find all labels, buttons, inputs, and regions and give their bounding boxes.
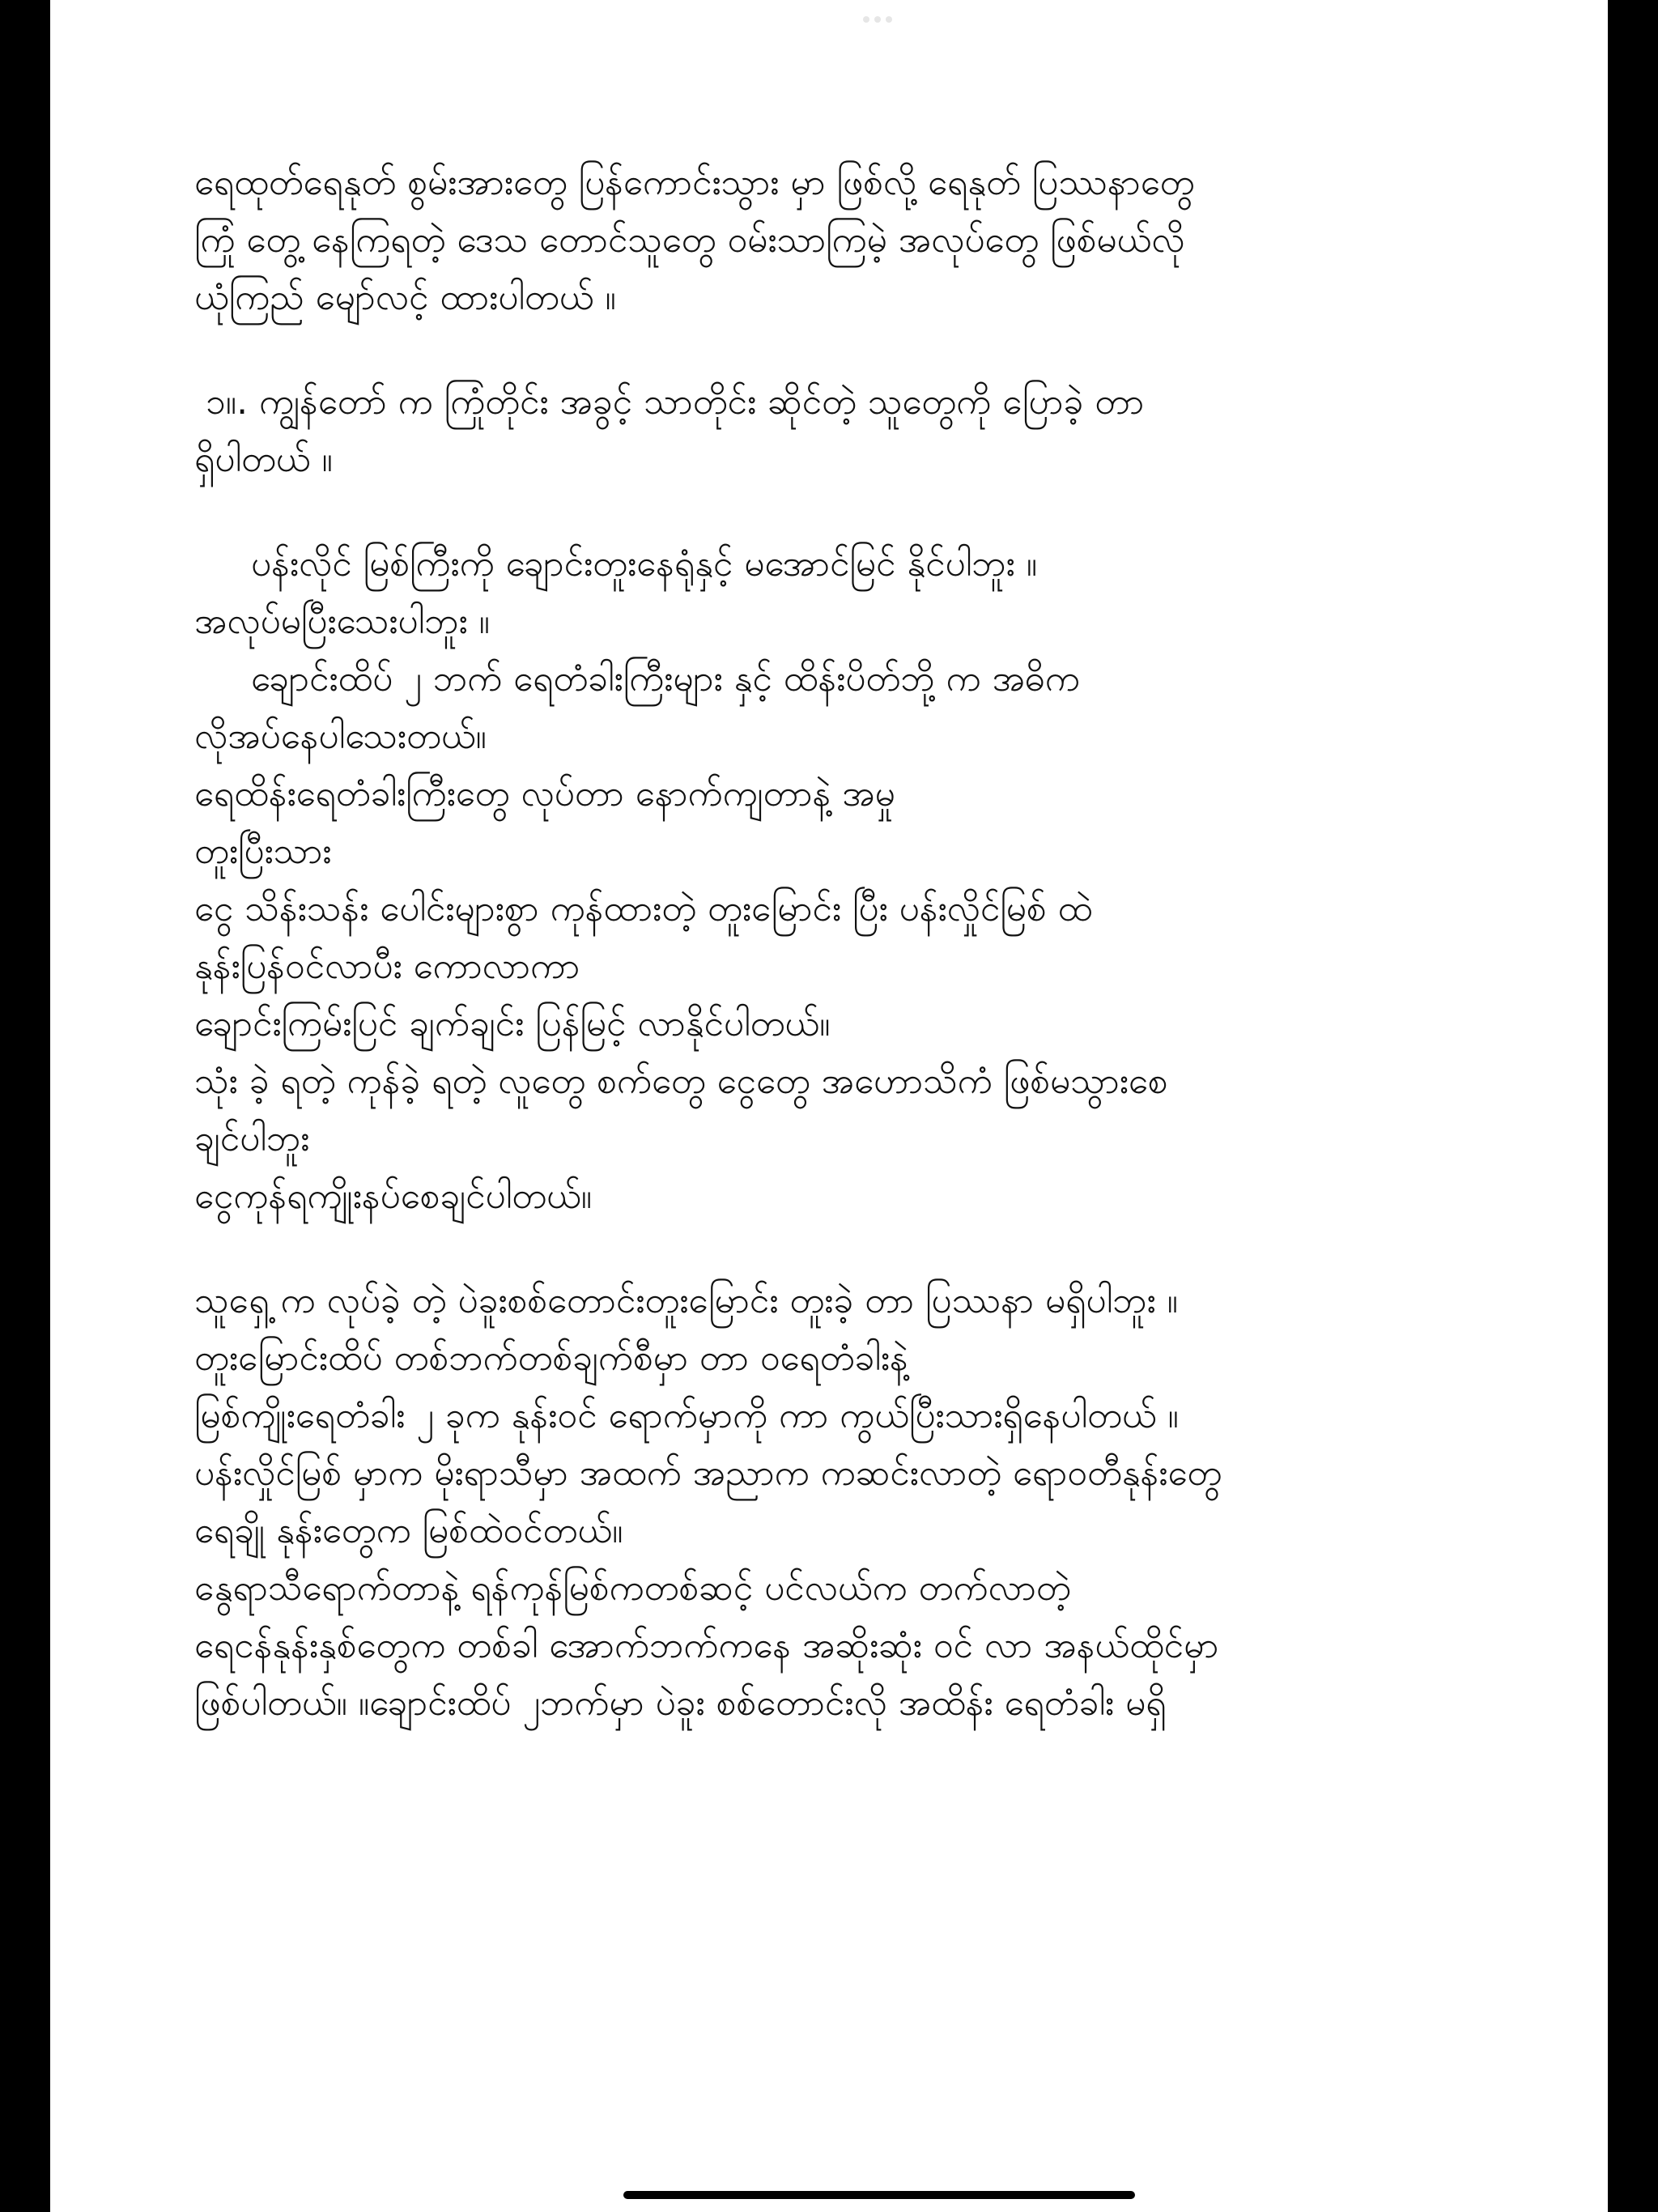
- paragraph-gap: [194, 326, 1554, 373]
- text-line: သူရှေ့ က လုပ်ခဲ့ တဲ့ ပဲခူးစစ်တောင်းတူးမြောင်း တူးခဲ့ တာ ပြဿနာ မရှိပါဘူး ။: [194, 1280, 1178, 1321]
- text-line: ၁။. ကျွန်တော် က ကြုံတိုင်း အခွင့် သာတိုင်း ဆိုင်တဲ့ သူတွေကို ပြောခဲ့ တာ: [206, 381, 1145, 423]
- paragraph-3: [194, 535, 1554, 1225]
- text-line: နုန်းပြန်ဝင်လာပီး ကောလာကာ: [194, 946, 580, 987]
- text-line: မြစ်ကျိုးရေတံခါး ၂ ခုက နုန်းဝင် ရောက်မှာကို ကာ ကွယ်ပြီးသားရှိနေပါတယ် ။: [194, 1395, 1179, 1436]
- document-page[interactable]: [50, 0, 1608, 2212]
- text-line: ပန်းလိုင် မြစ်ကြီးကို ချောင်းတူးနေရုံနှင့် မအောင်မြင် နိုင်ပါဘူး ။: [251, 543, 1038, 585]
- text-line: အလုပ်မပြီးသေးပါဘူး ။: [194, 601, 490, 642]
- text-line: ရေထုတ်ရေနုတ် စွမ်းအားတွေ ပြန်ကောင်းသွား မှာ ဖြစ်လို့ ရေနုတ် ပြဿနာတွေ: [194, 162, 1195, 203]
- top-drag-handle[interactable]: [863, 16, 892, 23]
- text-line: ပန်းလှိုင်မြစ် မှာက မိုးရာသီမှာ အထက် အညာက ကဆင်းလာတဲ့ ရောဝတီနုန်းတွေ: [194, 1453, 1222, 1494]
- handle-dot: [874, 16, 881, 23]
- text-line: ချောင်းထိပ် ၂ ဘက် ရေတံခါးကြီးများ နှင့် ထိန်းပိတ်ဘို့ က အဓိက: [251, 658, 1080, 700]
- paragraph-4: [194, 1272, 1554, 1732]
- text-line: ငွေ သိန်းသန်း ပေါင်းများစွာ ကုန်ထားတဲ့ တူးမြောင်း ပြီး ပန်းလှိုင်မြစ် ထဲ: [194, 888, 1093, 929]
- paragraph-gap: [194, 1225, 1554, 1272]
- text-line: ဖြစ်ပါတယ်။ ။ချောင်းထိပ် ၂ဘက်မှာ ပဲခူး စစ်တောင်းလို အထိန်း ရေတံခါး မရှိ: [194, 1682, 1167, 1724]
- handle-dot: [886, 16, 892, 23]
- text-line: သုံး ခဲ့ ရတဲ့ ကုန်ခဲ့ ရတဲ့ လူတွေ စက်တွေ ငွေတွေ အဟောသိကံ ဖြစ်မသွားစေ: [194, 1061, 1168, 1102]
- text-line: ရှိပါတယ် ။: [194, 439, 333, 480]
- text-line: ကြုံ တွေ့ နေကြရတဲ့ ဒေသ တောင်သူတွေ ဝမ်းသာကြမဲ့ အလုပ်တွေ ဖြစ်မယ်လို: [194, 219, 1185, 261]
- home-indicator-bar[interactable]: [623, 2191, 1135, 2199]
- text-line: လိုအပ်နေပါသေးတယ်။: [194, 716, 487, 757]
- paragraph-2: [194, 373, 1554, 488]
- text-line: တူးပြီးသား: [194, 831, 332, 872]
- text-line: ရေထိန်းရေတံခါးကြီးတွေ လုပ်တာ နောက်ကျတာနဲ့ အမှု: [194, 773, 895, 815]
- document-body: [194, 154, 1554, 1732]
- text-line: ရေချို နုန်းတွေက မြစ်ထဲဝင်တယ်။: [194, 1510, 623, 1551]
- text-line: ယုံကြည် မျော်လင့် ထားပါတယ် ။: [194, 277, 616, 318]
- text-line: ရေငန်နုန်းနှစ်တွေက တစ်ခါ အောက်ဘက်ကနေ အဆိုးဆုံး ဝင် လာ အနယ်ထိုင်မှာ: [194, 1625, 1219, 1666]
- text-line: နွေရာသီရောက်တာနဲ့ ရန်ကုန်မြစ်ကတစ်ဆင့် ပင်လယ်က တက်လာတဲ့: [194, 1568, 1071, 1609]
- text-line: ချင်ပါဘူး: [194, 1118, 310, 1159]
- text-line: ငွေကုန်ရကျိုးနပ်စေချင်ပါတယ်။: [194, 1176, 593, 1217]
- text-line: တူးမြောင်းထိပ် တစ်ဘက်တစ်ချက်စီမှာ တာ ဝရေတံခါးနဲ့: [194, 1338, 908, 1379]
- handle-dot: [863, 16, 869, 23]
- text-line: ချောင်းကြမ်းပြင် ချက်ချင်း ပြန်မြင့် လာနိုင်ပါတယ်။: [194, 1003, 831, 1044]
- paragraph-gap: [194, 488, 1554, 535]
- paragraph-1: [194, 154, 1554, 326]
